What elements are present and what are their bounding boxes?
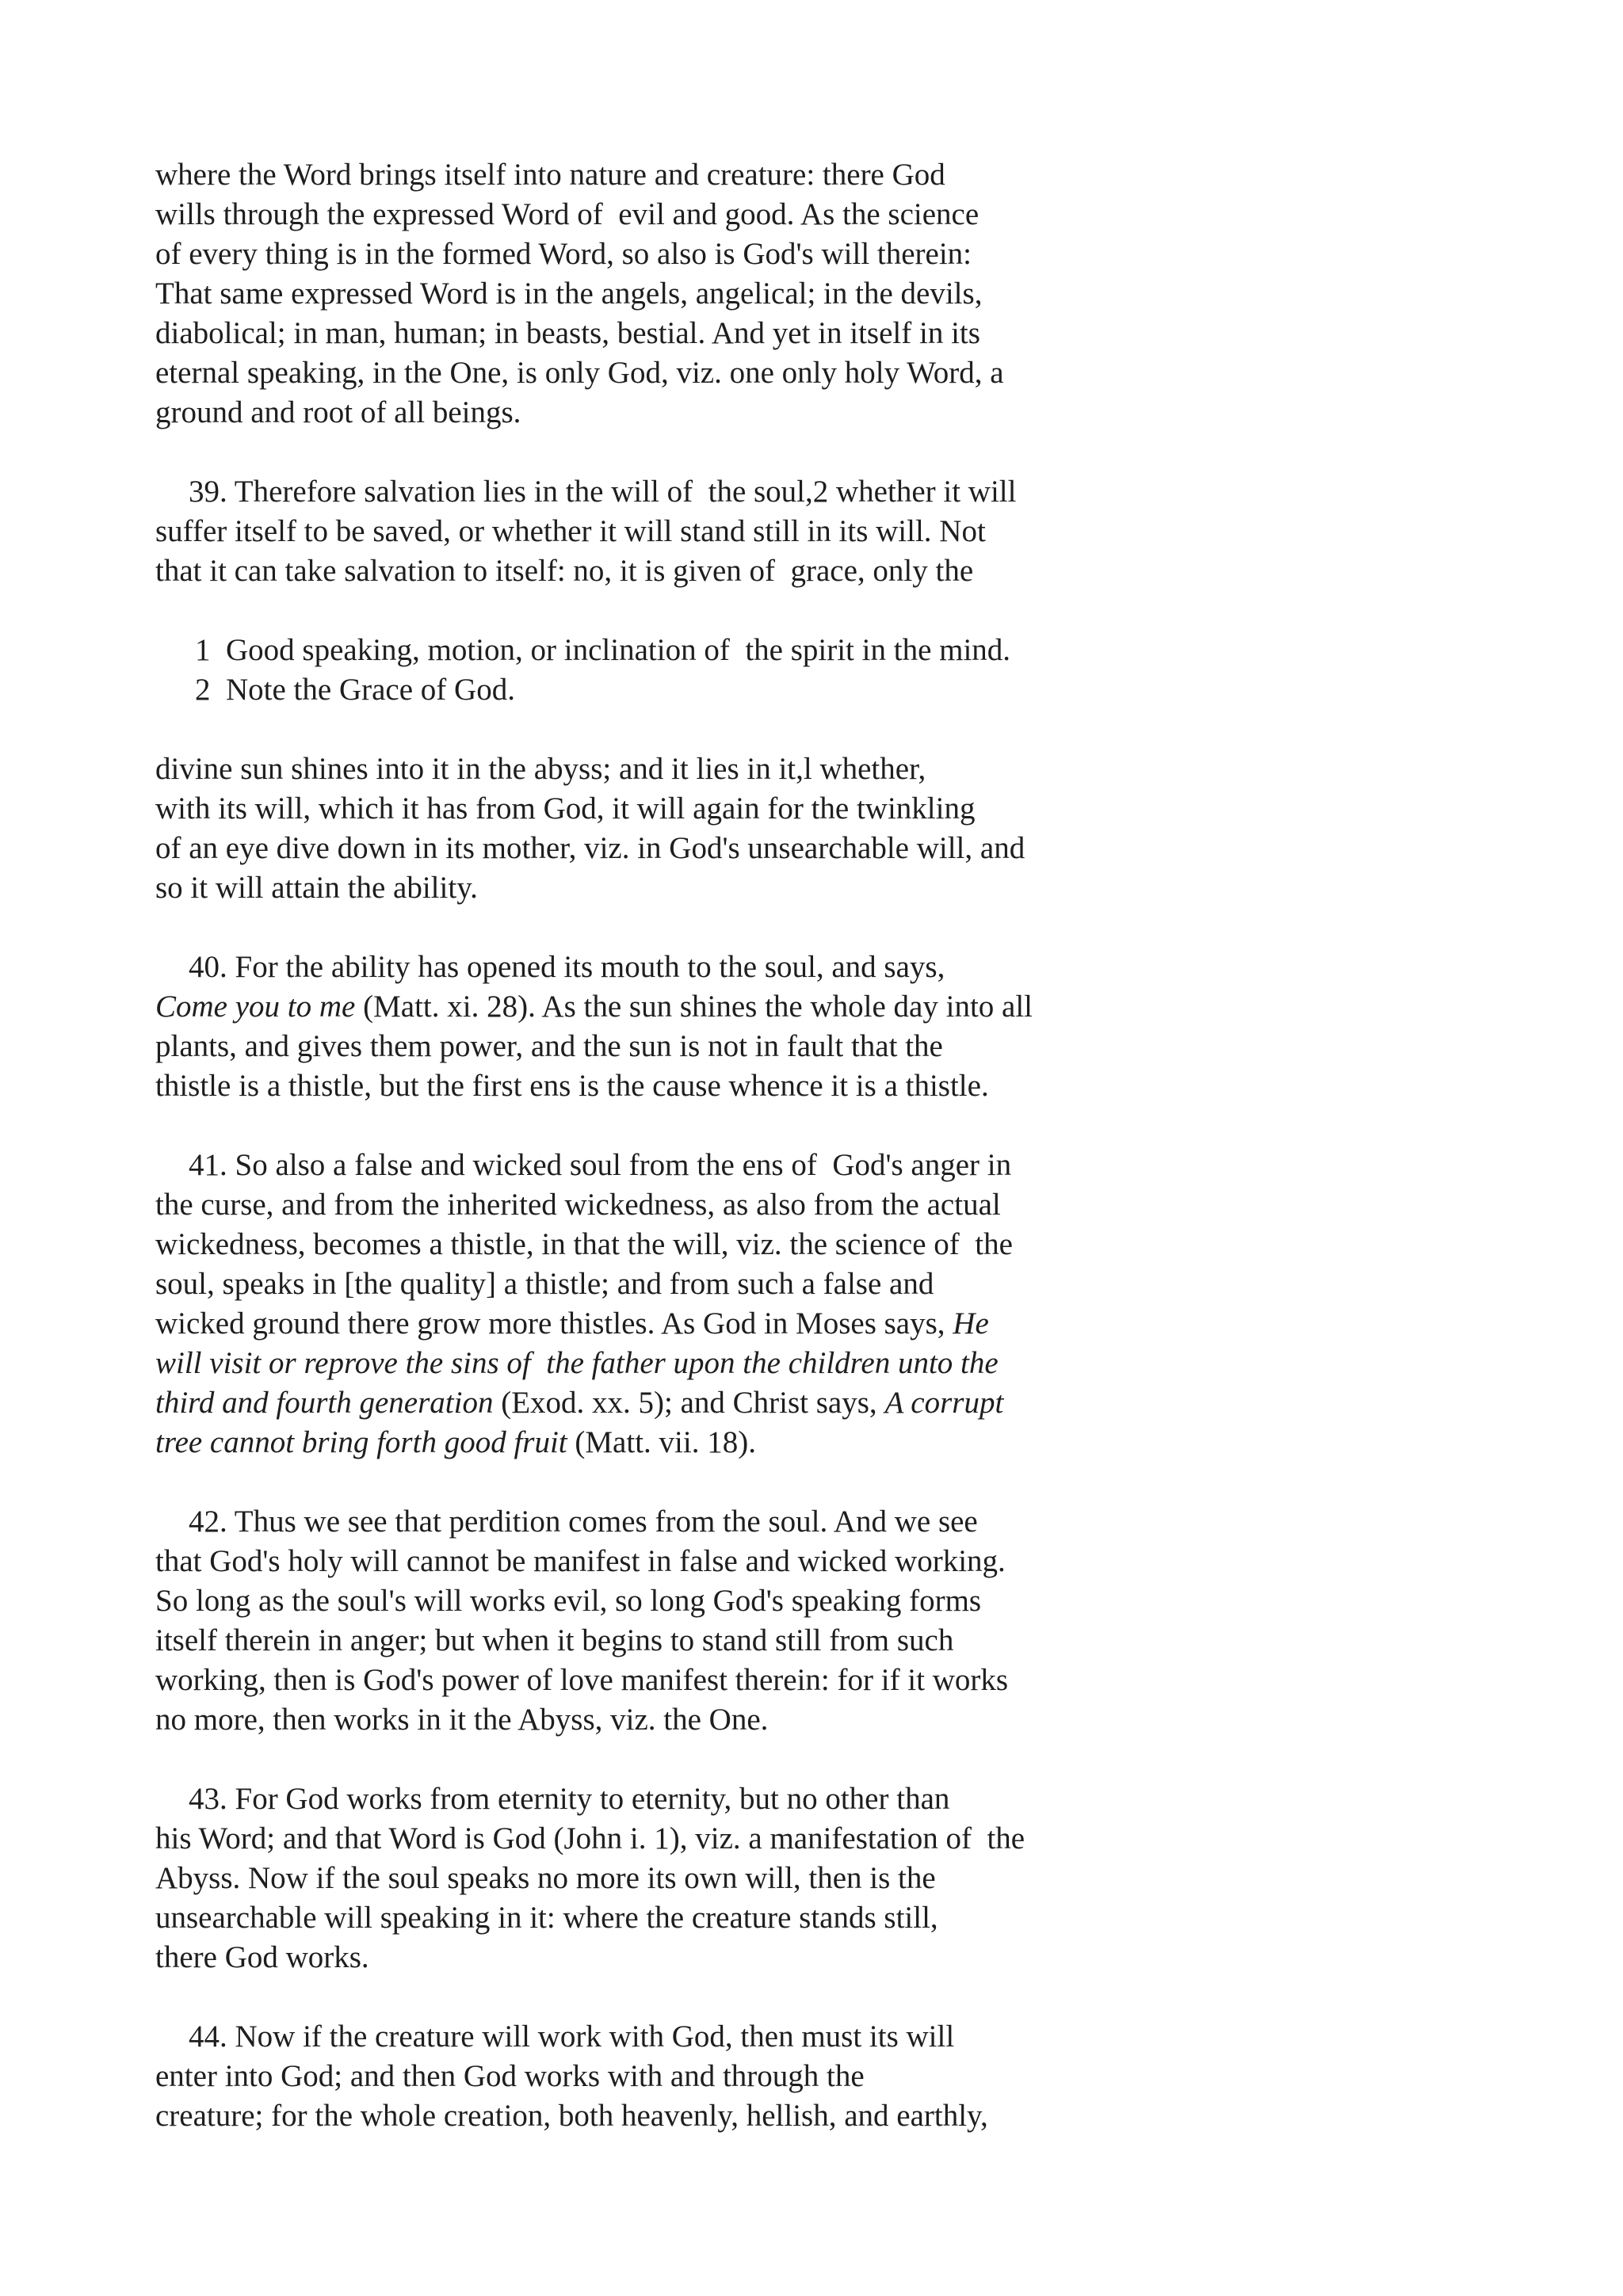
paragraph-42 xyxy=(155,1502,1344,1740)
text-span: (Exod. xx. 5); and Christ says, xyxy=(493,1386,885,1420)
text-line: 44. Now if the creature will work with God, then must its will xyxy=(189,2019,955,2054)
text-line: plants, and gives them power, and the sun is not in fault that the xyxy=(155,1029,943,1063)
text-line xyxy=(155,1423,1344,1463)
text-line: 42. Thus we see that perdition comes from the soul. And we see xyxy=(189,1505,978,1539)
text-line: 40. For the ability has opened its mouth to the soul, and says, xyxy=(189,950,945,984)
text-line: with its will, which it has from God, it will again for the twinkling xyxy=(155,791,976,826)
text-line: itself therein in anger; but when it begins to stand still from such xyxy=(155,1623,954,1657)
text-line: that it can take salvation to itself: no, it is given of grace, only the xyxy=(155,554,974,588)
text-line: 41. So also a false and wicked soul from the ens of God's anger in xyxy=(189,1148,1012,1182)
paragraph-gap xyxy=(155,591,1344,631)
text-line: suffer itself to be saved, or whether it will stand still in its will. Not xyxy=(155,514,986,548)
italic-quote: tree cannot bring forth good fruit xyxy=(155,1425,567,1459)
paragraph-43 xyxy=(155,1779,1344,1978)
text-line xyxy=(155,1304,1344,1344)
text-line: unsearchable will speaking in it: where the creature stands still, xyxy=(155,1901,938,1935)
paragraph-gap xyxy=(155,908,1344,948)
text-line: wickedness, becomes a thistle, in that the will, viz. the science of the xyxy=(155,1227,1013,1261)
paragraph-41 xyxy=(155,1146,1344,1463)
text-line: no more, then works in it the Abyss, viz. the One. xyxy=(155,1703,769,1737)
text-line: thistle is a thistle, but the first ens is the cause whence it is a thistle. xyxy=(155,1069,989,1103)
italic-quote: will visit or reprove the sins of the father upon the children unto the xyxy=(155,1346,999,1380)
text-line xyxy=(155,1344,1344,1383)
italic-quote: third and fourth generation xyxy=(155,1386,494,1420)
footnote-2: 2 Note the Grace of God. xyxy=(195,673,515,707)
text-line: wills through the expressed Word of evil and good. As the science xyxy=(155,197,980,231)
paragraph-gap xyxy=(155,1978,1344,2017)
paragraph-44 xyxy=(155,2017,1344,2136)
text-line: soul, speaks in [the quality] a thistle; and from such a false and xyxy=(155,1267,934,1301)
paragraph-gap xyxy=(155,710,1344,749)
footnotes xyxy=(155,631,1344,710)
paragraph-39-continuation xyxy=(155,749,1344,908)
paragraph-gap xyxy=(155,433,1344,472)
footnote-1: 1 Good speaking, motion, or inclination of the spirit in the mind. xyxy=(195,633,1011,667)
text-line: of an eye dive down in its mother, viz. in God's unsearchable will, and xyxy=(155,831,1025,865)
text-line: 43. For God works from eternity to eternity, but no other than xyxy=(189,1782,950,1816)
text-line: So long as the soul's will works evil, so long God's speaking forms xyxy=(155,1584,982,1618)
text-line: that God's holy will cannot be manifest in false and wicked working. xyxy=(155,1544,1006,1578)
text-line: 39. Therefore salvation lies in the will of the soul,2 whether it will xyxy=(189,475,1017,509)
text-line: enter into God; and then God works with and through the xyxy=(155,2059,865,2093)
text-line: so it will attain the ability. xyxy=(155,871,478,905)
text-line: diabolical; in man, human; in beasts, bestial. And yet in itself in its xyxy=(155,316,980,350)
italic-quote: Come you to me xyxy=(155,990,356,1024)
italic-quote: He xyxy=(953,1306,989,1341)
text-line: where the Word brings itself into nature and creature: there God xyxy=(155,158,945,192)
text-span: (Matt. xi. 28). As the sun shines the whole day into all xyxy=(355,990,1033,1024)
paragraph-40 xyxy=(155,948,1344,1106)
text-line: his Word; and that Word is God (John i. 1), viz. a manifestation of the xyxy=(155,1821,1025,1855)
text-line: of every thing is in the formed Word, so also is God's will therein: xyxy=(155,237,972,271)
text-line: divine sun shines into it in the abyss; and it lies in it,l whether, xyxy=(155,752,926,786)
text-line: there God works. xyxy=(155,1940,369,1974)
paragraph-gap xyxy=(155,1740,1344,1779)
italic-quote: A corrupt xyxy=(884,1386,1004,1420)
text-line xyxy=(155,987,1344,1027)
text-line: the curse, and from the inherited wickedness, as also from the actual xyxy=(155,1188,1001,1222)
text-span: (Matt. vii. 18). xyxy=(567,1425,756,1459)
text-span: wicked ground there grow more thistles. As God in Moses says, xyxy=(155,1306,953,1341)
text-line: ground and root of all beings. xyxy=(155,395,521,429)
text-line xyxy=(155,1383,1344,1423)
text-line: That same expressed Word is in the angels, angelical; in the devils, xyxy=(155,277,983,311)
text-line: Abyss. Now if the soul speaks no more its own will, then is the xyxy=(155,1861,936,1895)
text-line: working, then is God's power of love manifest therein: for if it works xyxy=(155,1663,1009,1697)
paragraph-gap xyxy=(155,1463,1344,1502)
text-line: creature; for the whole creation, both heavenly, hellish, and earthly, xyxy=(155,2099,988,2133)
document-page xyxy=(155,155,1344,2136)
paragraph-39 xyxy=(155,472,1344,591)
text-line: eternal speaking, in the One, is only God, viz. one only holy Word, a xyxy=(155,356,1004,390)
paragraph-38-continuation xyxy=(155,155,1344,433)
paragraph-gap xyxy=(155,1106,1344,1146)
